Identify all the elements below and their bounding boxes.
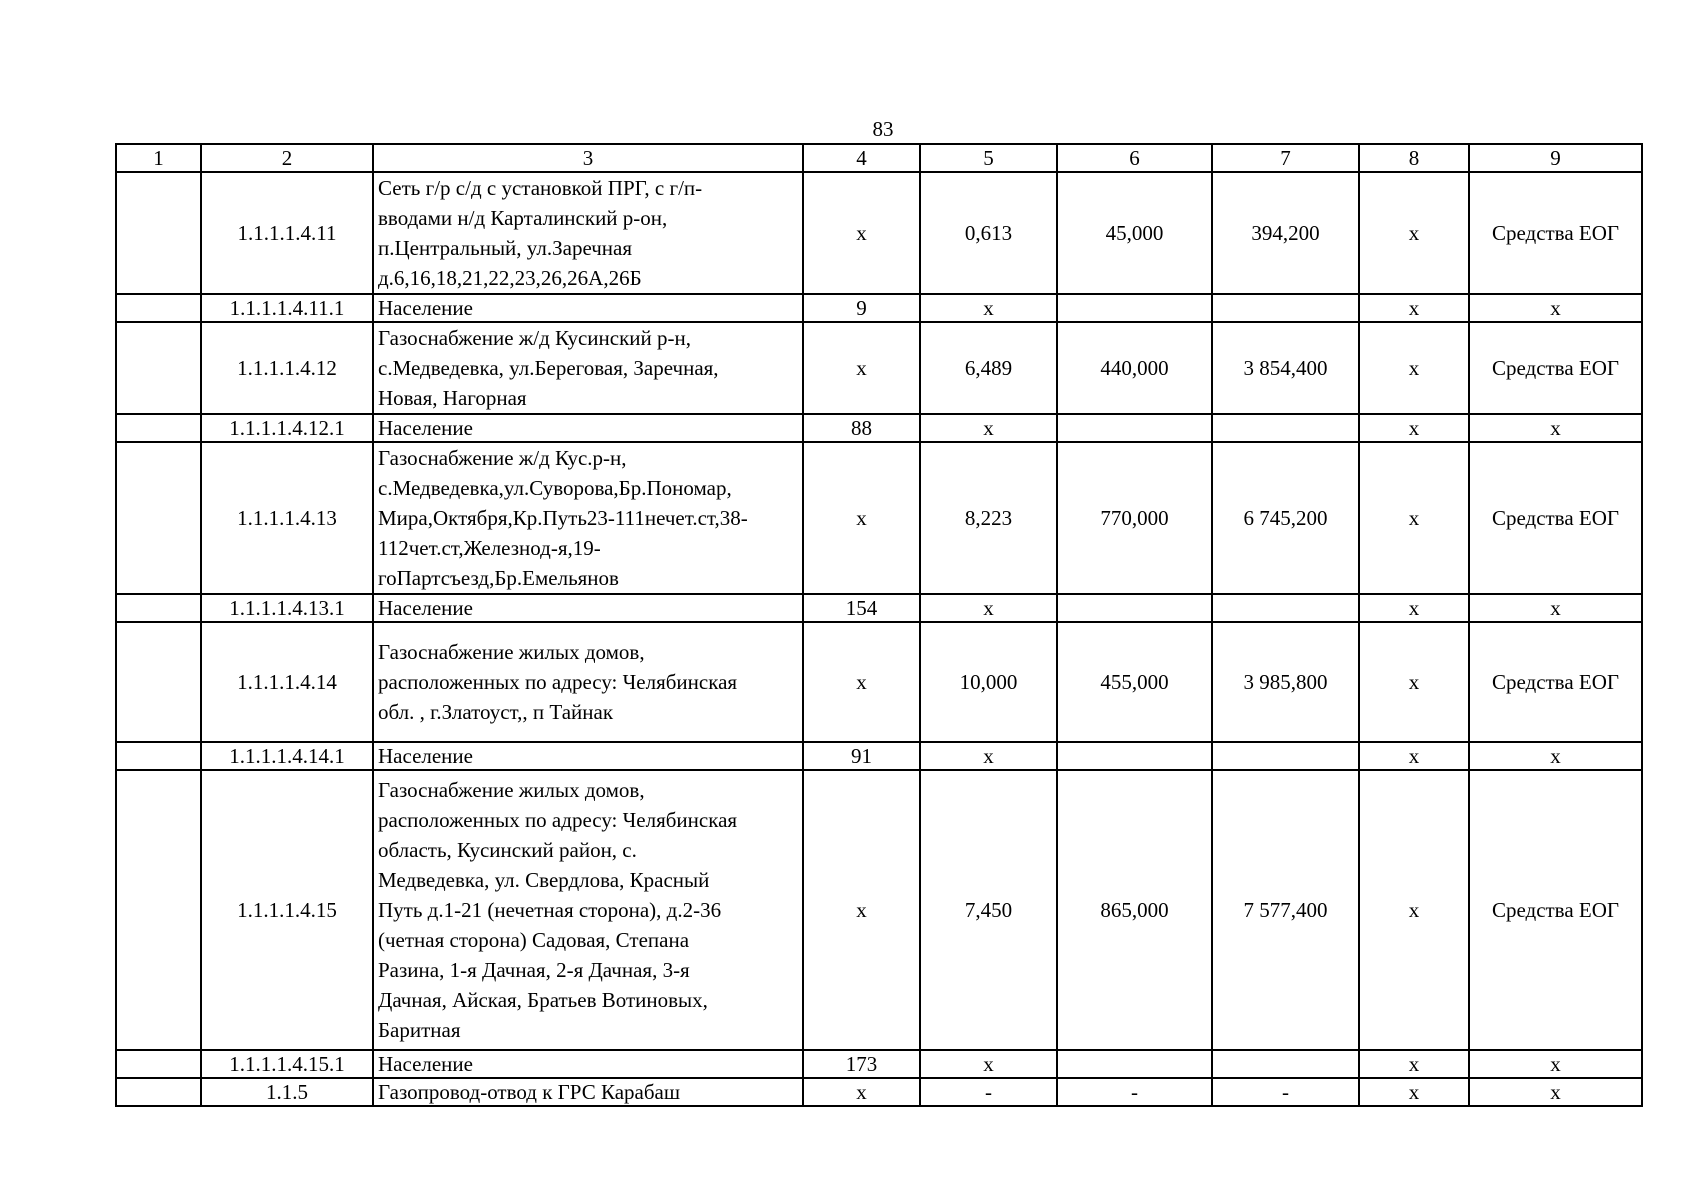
- description-line: Баритная: [378, 1018, 461, 1042]
- col8-cell: х: [1359, 322, 1469, 414]
- description-line: гоПартсъезд,Бр.Емельянов: [378, 566, 619, 590]
- header-row: [116, 144, 1642, 172]
- header-cell-6: 6: [1057, 144, 1212, 172]
- description-cell: [373, 622, 803, 742]
- description-line: Газоснабжение жилых домов,: [378, 640, 645, 664]
- col8-cell: х: [1359, 442, 1469, 594]
- row-number-cell: 1.1.1.1.4.12.1: [201, 414, 373, 442]
- description-line: Дачная, Айская, Братьев Вотиновых,: [378, 988, 708, 1012]
- description-cell: [373, 414, 803, 442]
- col5-cell: х: [920, 414, 1057, 442]
- description-line: Население: [378, 416, 473, 440]
- description-line: Население: [378, 744, 473, 768]
- description-cell: [373, 770, 803, 1050]
- description-line: Население: [378, 1052, 473, 1076]
- col9-cell: х: [1469, 1050, 1642, 1078]
- col8-cell: х: [1359, 770, 1469, 1050]
- description-line: с.Медведевка,ул.Суворова,Бр.Пономар,: [378, 476, 732, 500]
- header-cell-3: 3: [373, 144, 803, 172]
- col4-cell: 154: [803, 594, 920, 622]
- row-index-cell: [116, 742, 201, 770]
- row-index-cell: [116, 594, 201, 622]
- row-number-cell: 1.1.1.1.4.14.1: [201, 742, 373, 770]
- col4-cell: 91: [803, 742, 920, 770]
- col6-cell: 455,000: [1057, 622, 1212, 742]
- row-index-cell: [116, 1078, 201, 1106]
- col5-cell: 6,489: [920, 322, 1057, 414]
- page-number: 83: [872, 117, 894, 141]
- col8-cell: х: [1359, 172, 1469, 294]
- col5-cell: 7,450: [920, 770, 1057, 1050]
- col6-cell: [1057, 594, 1212, 622]
- col7-cell: 6 745,200: [1212, 442, 1359, 594]
- description-line: Новая, Нагорная: [378, 386, 527, 410]
- col7-cell: [1212, 1050, 1359, 1078]
- table-row: [116, 442, 1642, 594]
- description-line: д.6,16,18,21,22,23,26,26А,26Б: [378, 266, 642, 290]
- col4-cell: х: [803, 1078, 920, 1106]
- row-number-cell: 1.1.1.1.4.15.1: [201, 1050, 373, 1078]
- row-index-cell: [116, 622, 201, 742]
- col5-cell: 0,613: [920, 172, 1057, 294]
- row-number-cell: 1.1.1.1.4.12: [201, 322, 373, 414]
- table-row: [116, 172, 1642, 294]
- col7-cell: [1212, 742, 1359, 770]
- row-index-cell: [116, 172, 201, 294]
- col8-cell: х: [1359, 622, 1469, 742]
- col6-cell: [1057, 742, 1212, 770]
- col7-cell: 394,200: [1212, 172, 1359, 294]
- description-cell: [373, 322, 803, 414]
- col6-cell: 45,000: [1057, 172, 1212, 294]
- col7-cell: [1212, 294, 1359, 322]
- description-line: Газоснабжение ж/д Кусинский р-н,: [378, 326, 692, 350]
- description-cell: [373, 172, 803, 294]
- table-row: [116, 594, 1642, 622]
- description-line: (четная сторона) Садовая, Степана: [378, 928, 690, 952]
- col8-cell: х: [1359, 1050, 1469, 1078]
- description-line: Путь д.1-21 (нечетная сторона), д.2-36: [378, 898, 722, 922]
- col9-cell: Средства ЕОГ: [1469, 322, 1642, 414]
- description-cell: [373, 742, 803, 770]
- col5-cell: х: [920, 594, 1057, 622]
- description-line: обл. , г.Златоуст,, п Тайнак: [378, 700, 614, 724]
- col5-cell: -: [920, 1078, 1057, 1106]
- col4-cell: х: [803, 622, 920, 742]
- col8-cell: х: [1359, 294, 1469, 322]
- table-row: [116, 622, 1642, 742]
- col6-cell: [1057, 414, 1212, 442]
- col9-cell: х: [1469, 742, 1642, 770]
- row-number-cell: 1.1.1.1.4.15: [201, 770, 373, 1050]
- description-line: Газоснабжение ж/д Кус.р-н,: [378, 446, 627, 470]
- col9-cell: Средства ЕОГ: [1469, 172, 1642, 294]
- table-row: [116, 414, 1642, 442]
- description-line: п.Центральный, ул.Заречная: [378, 236, 633, 260]
- col6-cell: 865,000: [1057, 770, 1212, 1050]
- description-cell: [373, 1078, 803, 1106]
- data-table: [115, 143, 1643, 1107]
- col5-cell: 10,000: [920, 622, 1057, 742]
- row-number-cell: 1.1.1.1.4.13.1: [201, 594, 373, 622]
- description-line: 112чет.ст,Железнод-я,19-: [378, 536, 601, 560]
- col8-cell: х: [1359, 594, 1469, 622]
- col4-cell: х: [803, 442, 920, 594]
- col6-cell: [1057, 294, 1212, 322]
- description-line: Разина, 1-я Дачная, 2-я Дачная, 3-я: [378, 958, 690, 982]
- row-number-cell: 1.1.1.1.4.11: [201, 172, 373, 294]
- row-index-cell: [116, 770, 201, 1050]
- description-line: расположенных по адресу: Челябинская: [378, 808, 738, 832]
- row-number-cell: 1.1.1.1.4.13: [201, 442, 373, 594]
- table-row: [116, 1078, 1642, 1106]
- col9-cell: Средства ЕОГ: [1469, 442, 1642, 594]
- col4-cell: х: [803, 322, 920, 414]
- description-line: Медведевка, ул. Свердлова, Красный: [378, 868, 710, 892]
- description-line: с.Медведевка, ул.Береговая, Заречная,: [378, 356, 719, 380]
- header-cell-2: 2: [201, 144, 373, 172]
- col7-cell: 7 577,400: [1212, 770, 1359, 1050]
- col6-cell: -: [1057, 1078, 1212, 1106]
- col7-cell: [1212, 594, 1359, 622]
- col9-cell: х: [1469, 294, 1642, 322]
- description-line: расположенных по адресу: Челябинская: [378, 670, 738, 694]
- row-number-cell: 1.1.1.1.4.11.1: [201, 294, 373, 322]
- description-line: Газоснабжение жилых домов,: [378, 778, 645, 802]
- col5-cell: х: [920, 1050, 1057, 1078]
- table-row: [116, 294, 1642, 322]
- description-line: вводами н/д Карталинский р-он,: [378, 206, 668, 230]
- col9-cell: х: [1469, 414, 1642, 442]
- col4-cell: 88: [803, 414, 920, 442]
- col5-cell: х: [920, 742, 1057, 770]
- description-line: Мира,Октября,Кр.Путь23-111нечет.ст,38-: [378, 506, 748, 530]
- description-line: область, Кусинский район, с.: [378, 838, 637, 862]
- description-line: Население: [378, 296, 473, 320]
- description-line: Сеть г/р с/д с установкой ПРГ, с г/п-: [378, 176, 703, 200]
- header-cell-1: 1: [116, 144, 201, 172]
- col4-cell: 173: [803, 1050, 920, 1078]
- header-cell-7: 7: [1212, 144, 1359, 172]
- description-line: Население: [378, 596, 473, 620]
- description-cell: [373, 294, 803, 322]
- col7-cell: 3 985,800: [1212, 622, 1359, 742]
- row-index-cell: [116, 1050, 201, 1078]
- col5-cell: х: [920, 294, 1057, 322]
- col8-cell: х: [1359, 1078, 1469, 1106]
- col7-cell: -: [1212, 1078, 1359, 1106]
- header-cell-5: 5: [920, 144, 1057, 172]
- row-index-cell: [116, 294, 201, 322]
- description-cell: [373, 594, 803, 622]
- header-cell-8: 8: [1359, 144, 1469, 172]
- row-number-cell: 1.1.1.1.4.14: [201, 622, 373, 742]
- col8-cell: х: [1359, 742, 1469, 770]
- table-row: [116, 742, 1642, 770]
- description-cell: [373, 1050, 803, 1078]
- col6-cell: 440,000: [1057, 322, 1212, 414]
- col4-cell: 9: [803, 294, 920, 322]
- row-index-cell: [116, 414, 201, 442]
- table-row: [116, 322, 1642, 414]
- col8-cell: х: [1359, 414, 1469, 442]
- col9-cell: х: [1469, 594, 1642, 622]
- description-line: Газопровод-отвод к ГРС Карабаш: [378, 1080, 681, 1104]
- col6-cell: 770,000: [1057, 442, 1212, 594]
- col9-cell: Средства ЕОГ: [1469, 622, 1642, 742]
- table-row: [116, 770, 1642, 1050]
- table-row: [116, 1050, 1642, 1078]
- row-index-cell: [116, 322, 201, 414]
- col4-cell: х: [803, 172, 920, 294]
- col7-cell: [1212, 414, 1359, 442]
- col6-cell: [1057, 1050, 1212, 1078]
- row-number-cell: 1.1.5: [201, 1078, 373, 1106]
- header-cell-9: 9: [1469, 144, 1642, 172]
- col5-cell: 8,223: [920, 442, 1057, 594]
- col9-cell: Средства ЕОГ: [1469, 770, 1642, 1050]
- col4-cell: х: [803, 770, 920, 1050]
- col9-cell: х: [1469, 1078, 1642, 1106]
- description-cell: [373, 442, 803, 594]
- row-index-cell: [116, 442, 201, 594]
- header-cell-4: 4: [803, 144, 920, 172]
- col7-cell: 3 854,400: [1212, 322, 1359, 414]
